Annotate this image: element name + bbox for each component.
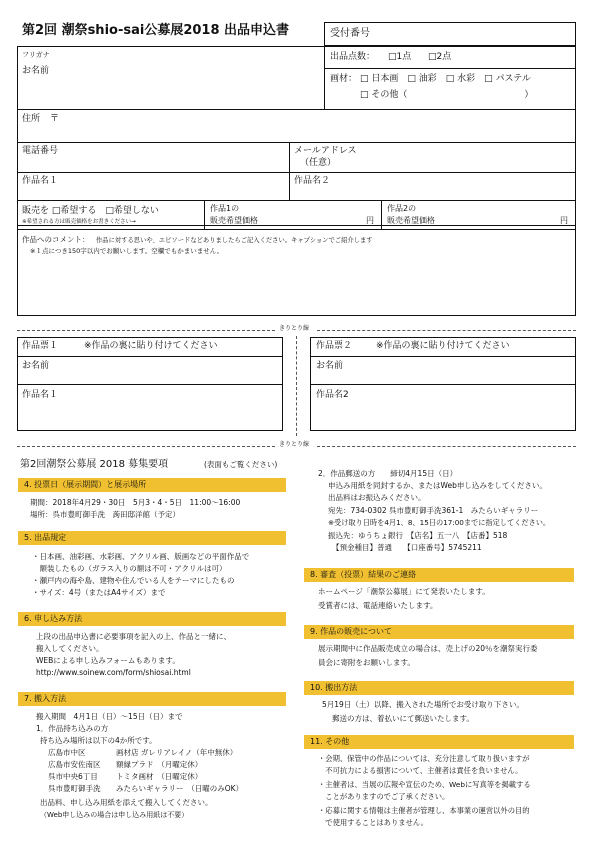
s5-heading: 5. 出品規定 bbox=[18, 531, 286, 545]
sale-label[interactable]: 販売を □希望する □希望しない bbox=[22, 206, 159, 216]
count-label: 出品点数： bbox=[330, 52, 376, 62]
s4-line-1: 期間：2018年4月29・30日 5月3・4・5日 11:00〜16:00 bbox=[30, 498, 241, 507]
work1-label: 作品名１ bbox=[22, 176, 59, 186]
s7-line-3: 持ち込み場所は以下の4か所です。 bbox=[40, 736, 157, 745]
s11-line-5: ・応募に関する情報は主催者が管理し、本事業の運営以外の目的 bbox=[318, 806, 530, 815]
r2-line-5: ※受け取り日時を4月1、8、15日の17:00までに指定してください。 bbox=[328, 518, 551, 527]
r2-line-2: 申込み用紙を同封するか、またはWeb申し込みをしてください。 bbox=[328, 481, 547, 490]
address-label: 住所 bbox=[22, 114, 41, 124]
work2-field[interactable] bbox=[294, 186, 572, 198]
s8-heading: 8. 審査（投票）結果のご連絡 bbox=[304, 568, 574, 582]
s5-line-1: ・日本画、油彩画、水彩画、アクリル画、版画などの平面作品で bbox=[32, 552, 250, 561]
cut-line-label: きりとり線 bbox=[279, 325, 310, 332]
price1-label-b: 販売希望価格 bbox=[210, 216, 258, 225]
count-opt-1[interactable]: □1点 bbox=[388, 52, 412, 62]
comment-instruction: 作品に対する思いや、エピソードなどありましたらご記入ください。キャプションでご紹介します bbox=[96, 237, 373, 244]
guide-title: 第2回潮祭公募展 2018 募集要項 bbox=[20, 459, 169, 470]
ticket-2-work-label: 作品名2 bbox=[316, 390, 349, 400]
s7-line-5: （Web申し込みの場合は申し込み用紙は不要） bbox=[40, 811, 189, 819]
s9-heading: 9. 作品の販売について bbox=[304, 625, 574, 639]
s7-line-1: 搬入期間 4月1日（日）〜15日（日）まで bbox=[36, 712, 183, 721]
r2-line-1: 2．作品郵送の方 締切4月15日（日） bbox=[318, 469, 458, 478]
price2-label-a: 作品2の bbox=[387, 204, 417, 213]
address-field[interactable] bbox=[64, 112, 572, 140]
s7-shop-name: トミタ画材 （日曜定休） bbox=[116, 772, 203, 781]
cut-line-2-right bbox=[317, 446, 576, 447]
s5-line-3: ・瀬戸内の海や島、建物や住んでいる人をテーマにしたもの bbox=[32, 576, 235, 585]
material-other[interactable]: □ その他（ ） bbox=[360, 90, 534, 100]
price2-field[interactable] bbox=[450, 212, 558, 226]
s6-line-3: WEBによる申し込みフォームもあります。 bbox=[36, 656, 180, 665]
s10-line-1: 5月19日（土）以降、搬入された場所でお受け取り下さい。 bbox=[322, 700, 524, 709]
s7-shop-area: 広島市中区 bbox=[48, 748, 86, 757]
s6-line-1: 上段の出品申込書に必要事項を記入の上、作品と一緒に、 bbox=[36, 632, 231, 641]
name-field[interactable] bbox=[22, 78, 317, 106]
r2-line-6: 振込先：ゆうちょ銀行 【店名】五一八 【店番】518 bbox=[328, 531, 508, 540]
s7-shop-name: みたらいギャラリー （日曜のみOK） bbox=[116, 784, 244, 793]
ticket-2-name-label: お名前 bbox=[316, 361, 344, 371]
material-options[interactable]: □ 日本画 □ 油彩 □ 水彩 □ パステル bbox=[360, 74, 531, 84]
price1-yen: 円 bbox=[366, 216, 374, 225]
price2-label-b: 販売希望価格 bbox=[387, 216, 435, 225]
s4-heading: 4. 投票日（展示期間）と展示場所 bbox=[18, 478, 286, 492]
receipt-number-label: 受付番号 bbox=[330, 28, 370, 39]
s5-line-2: 額装したもの（ガラス入りの額は不可・アクリルは可） bbox=[32, 564, 227, 573]
email-optional: （任意） bbox=[300, 158, 337, 168]
work1-field[interactable] bbox=[22, 186, 284, 198]
phone-label: 電話番号 bbox=[22, 146, 59, 156]
s8-line-1: ホームページ「潮祭公募展」にて発表いたします。 bbox=[318, 587, 490, 596]
s7-line-2: 1．作品持ち込みの方 bbox=[36, 724, 109, 733]
ticket-1-note: ※作品の裏に貼り付けてください bbox=[84, 341, 218, 351]
work2-label: 作品名２ bbox=[294, 176, 331, 186]
s11-heading: 11. その他 bbox=[304, 735, 574, 749]
s6-line-2: 搬入してください。 bbox=[36, 644, 104, 653]
name-label: お名前 bbox=[22, 66, 50, 76]
ticket-2-title: 作品票２ bbox=[316, 341, 353, 351]
s11-line-1: ・会期、保管中の作品については、充分注意して取り扱いますが bbox=[318, 754, 530, 763]
r2-line-4: 宛先：734-0302 呉市豊町御手洗361-1 みたらいギャラリー bbox=[328, 506, 539, 515]
s9-line-2: 員会に寄附をお願いします。 bbox=[318, 658, 415, 667]
s5-line-4: ・サイズ：4号（またはA4サイズ）まで bbox=[32, 588, 166, 597]
r2-line-3: 出品料はお振込みください。 bbox=[328, 493, 426, 502]
postal-mark: 〒 bbox=[50, 114, 60, 124]
s7-shop-name: 額縁プラド （月曜定休） bbox=[116, 760, 203, 769]
s7-shop-name: 画材店 ガレリアレイノ（年中無休） bbox=[116, 748, 238, 757]
phone-field[interactable] bbox=[22, 158, 284, 170]
s7-heading: 7. 搬入方法 bbox=[18, 692, 286, 706]
s7-shop-area: 広島市安佐南区 bbox=[48, 760, 101, 769]
s4-line-2: 場所：呉市豊町御手洗 蒟田邸洋館（予定） bbox=[30, 510, 180, 519]
s7-shop-area: 呉市豊町御手洗 bbox=[48, 784, 101, 793]
comment-note: ※１点につき150字以内でお願いします。空欄でもかまいません。 bbox=[30, 247, 224, 255]
s6-url[interactable]: http://www.soinew.com/form/shiosai.html bbox=[36, 668, 191, 677]
s6-heading: 6. 申し込み方法 bbox=[18, 612, 286, 626]
cut-line-2-label: きりとり線 bbox=[279, 441, 310, 448]
s7-line-4: 出品料、申し込み用紙を添えて搬入してください。 bbox=[40, 798, 213, 807]
furigana-label: フリガナ bbox=[22, 51, 50, 59]
s11-line-6: で使用することはありません。 bbox=[318, 818, 428, 827]
cut-line-left bbox=[17, 330, 275, 331]
email-label: メールアドレス bbox=[294, 146, 357, 156]
price1-field[interactable] bbox=[270, 212, 364, 226]
guide-title-note: (表面もご覧ください) bbox=[204, 460, 278, 469]
price2-yen: 円 bbox=[560, 216, 568, 225]
material-label: 画材： bbox=[330, 74, 358, 84]
s11-line-2: 不可抗力による損害について、主催者は責任を負いません。 bbox=[318, 766, 523, 775]
sale-note: ※希望される方は販売価格をお書きください→ bbox=[22, 219, 136, 225]
cut-line-2-left bbox=[17, 446, 275, 447]
price1-label-a: 作品1の bbox=[210, 204, 240, 213]
s7-shop-area: 呉市中央6丁目 bbox=[48, 772, 98, 781]
s11-line-3: ・主催者は、当展の広報や宣伝のため、Webに写真等を掲載する bbox=[318, 780, 531, 789]
s10-line-2: 郵送の方は、着払いにて郵送いたします。 bbox=[332, 714, 474, 723]
s10-heading: 10. 搬出方法 bbox=[304, 681, 574, 695]
ticket-1-title: 作品票１ bbox=[22, 341, 59, 351]
s8-line-2: 受賞者には、電話連絡いたします。 bbox=[318, 601, 438, 610]
form-title: 第2回 潮祭shio-sai公募展2018 出品申込書 bbox=[22, 23, 290, 38]
count-opt-2[interactable]: □2点 bbox=[428, 52, 452, 62]
s9-line-1: 展示期間中に作品販売成立の場合は、売上げの20％を潮祭実行委 bbox=[318, 644, 538, 653]
ticket-1-work-label: 作品名１ bbox=[22, 390, 59, 400]
r2-line-7: 【預金種目】普通 【口座番号】5745211 bbox=[332, 543, 482, 552]
ticket-2-note: ※作品の裏に貼り付けてください bbox=[376, 341, 510, 351]
s11-line-4: ことがありますのでご了承ください。 bbox=[318, 792, 450, 801]
cut-line-right bbox=[317, 330, 576, 331]
comment-label: 作品へのコメント： bbox=[22, 235, 90, 244]
ticket-1-name-label: お名前 bbox=[22, 361, 50, 371]
cut-line-vertical bbox=[296, 336, 297, 436]
